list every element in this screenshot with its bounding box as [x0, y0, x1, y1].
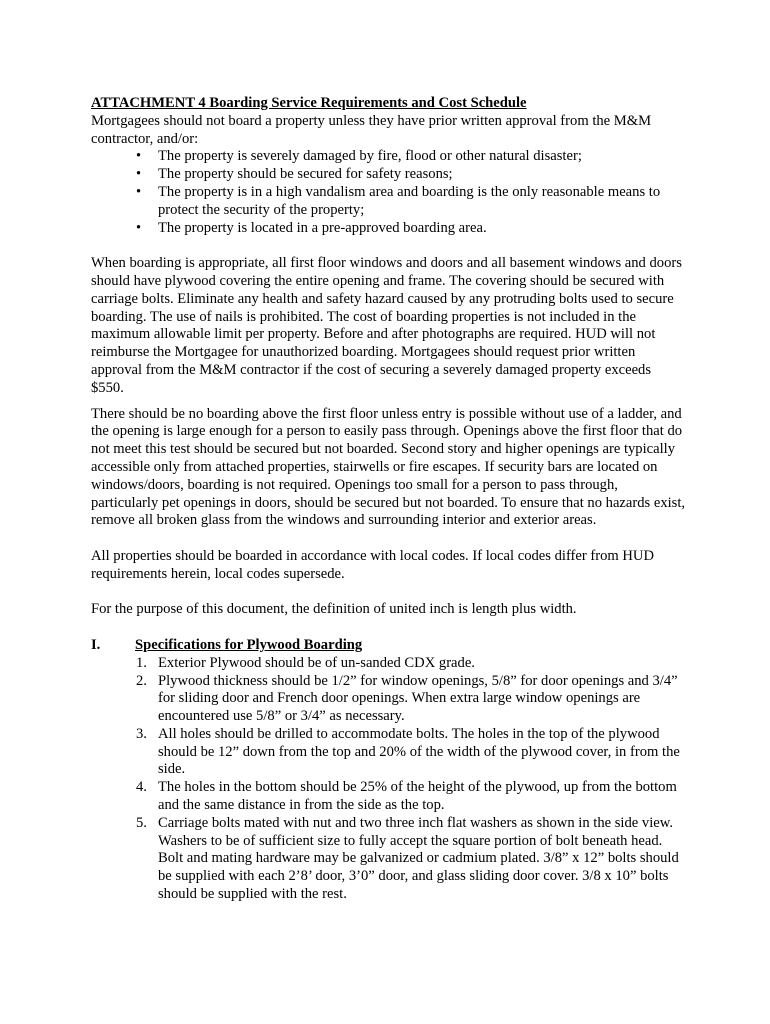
list-item: [136, 779, 687, 815]
document-title: ATTACHMENT 4 Boarding Service Requirements and Cost Schedule: [91, 95, 527, 111]
item-number: 3.: [136, 725, 147, 742]
document-page: [91, 95, 687, 904]
section-heading: [91, 637, 687, 655]
local-codes-paragraph: All properties should be boarded in accordance with local codes. If local codes differ from HUD requirements herein, local codes supersede.: [91, 547, 655, 582]
item-text: Plywood thickness should be 1/2” for window openings, 5/8” for door openings and 3/4” for sliding door and French door openings. When extra large window openings are encountered use 5/8” or 3/4” as necessary.: [158, 672, 678, 725]
upper-floor-paragraph: There should be no boarding above the first floor unless entry is possible without use of a ladder, and the opening is large enough for a person to easily pass through. Openings above the first floor that do not meet this test should be secured but not boarded. Second story and higher openings are typically accessible only from attached properties, stairwells or fire escapes. If security bars are located on windows/doors, boarding is not required. Openings too small for a person to pass through, particularly pet openings in doors, should be secured but not boarded. To ensure that no hazards exist, remove all broken glass from the windows and surrounding interior and exterior areas.: [91, 405, 686, 529]
intro-paragraph: Mortgagees should not board a property unless they have prior written approval from the M&M contractor, and/or:: [91, 112, 652, 147]
list-item: [136, 654, 687, 673]
boarding-paragraph: When boarding is appropriate, all first floor windows and doors and all basement windows and doors should have plywood covering the entire opening and frame. The covering should be secured with carriage bolts. Eliminate any health and safety hazard caused by any protruding bolts used to secure boarding. The use of nails is prohibited. The cost of boarding properties is not included in the maximum allowable limit per property. Before and after photographs are required. HUD will not reimburse the Mortgagee for unauthorized boarding. Mortgagees should request prior written approval from the M&M contractor if the cost of securing a severely damaged property exceeds $550.: [91, 255, 682, 396]
list-item: • The property is in a high vandalism area and boarding is the only reasonable means to protect the security of the property;: [158, 184, 687, 220]
item-text: Carriage bolts mated with nut and two three inch flat washers as shown in the side view. Washers to be of sufficient size to fully accept the square portion of bolt beneath head. Bolt and mating hardware may be galvanized or cadmium plated. 3/8” x 12” bolts should be supplied with each 2’8’ door, 3’0” door, and glass sliding door cover. 3/8 x 10” bolts should be supplied with the rest.: [158, 814, 679, 903]
item-text: The holes in the bottom should be 25% of the height of the plywood, up from the bottom and the same distance in from the side as the top.: [158, 779, 677, 814]
item-text: Exterior Plywood should be of un-sanded CDX grade.: [158, 654, 475, 671]
list-item: [136, 672, 687, 726]
item-number: 2.: [136, 672, 147, 689]
item-number: 4.: [136, 779, 147, 796]
item-number: 5.: [136, 814, 147, 831]
specification-list: [91, 655, 687, 904]
section-number: I.: [91, 636, 101, 653]
condition-list: [91, 148, 687, 237]
list-item: [136, 814, 687, 904]
list-item: • The property should be secured for safety reasons;: [158, 166, 687, 184]
list-item: • The property is severely damaged by fire, flood or other natural disaster;: [158, 148, 687, 166]
item-text: All holes should be drilled to accommodate bolts. The holes in the top of the plywood should be 12” down from the top and 20% of the width of the plywood cover, in from the side.: [158, 725, 680, 778]
definition-paragraph: For the purpose of this document, the definition of united inch is length plus width.: [91, 601, 577, 618]
item-number: 1.: [136, 654, 147, 671]
list-item: • The property is located in a pre-approved boarding area.: [158, 220, 687, 238]
section-title: Specifications for Plywood Boarding: [135, 636, 363, 653]
list-item: [136, 725, 687, 779]
